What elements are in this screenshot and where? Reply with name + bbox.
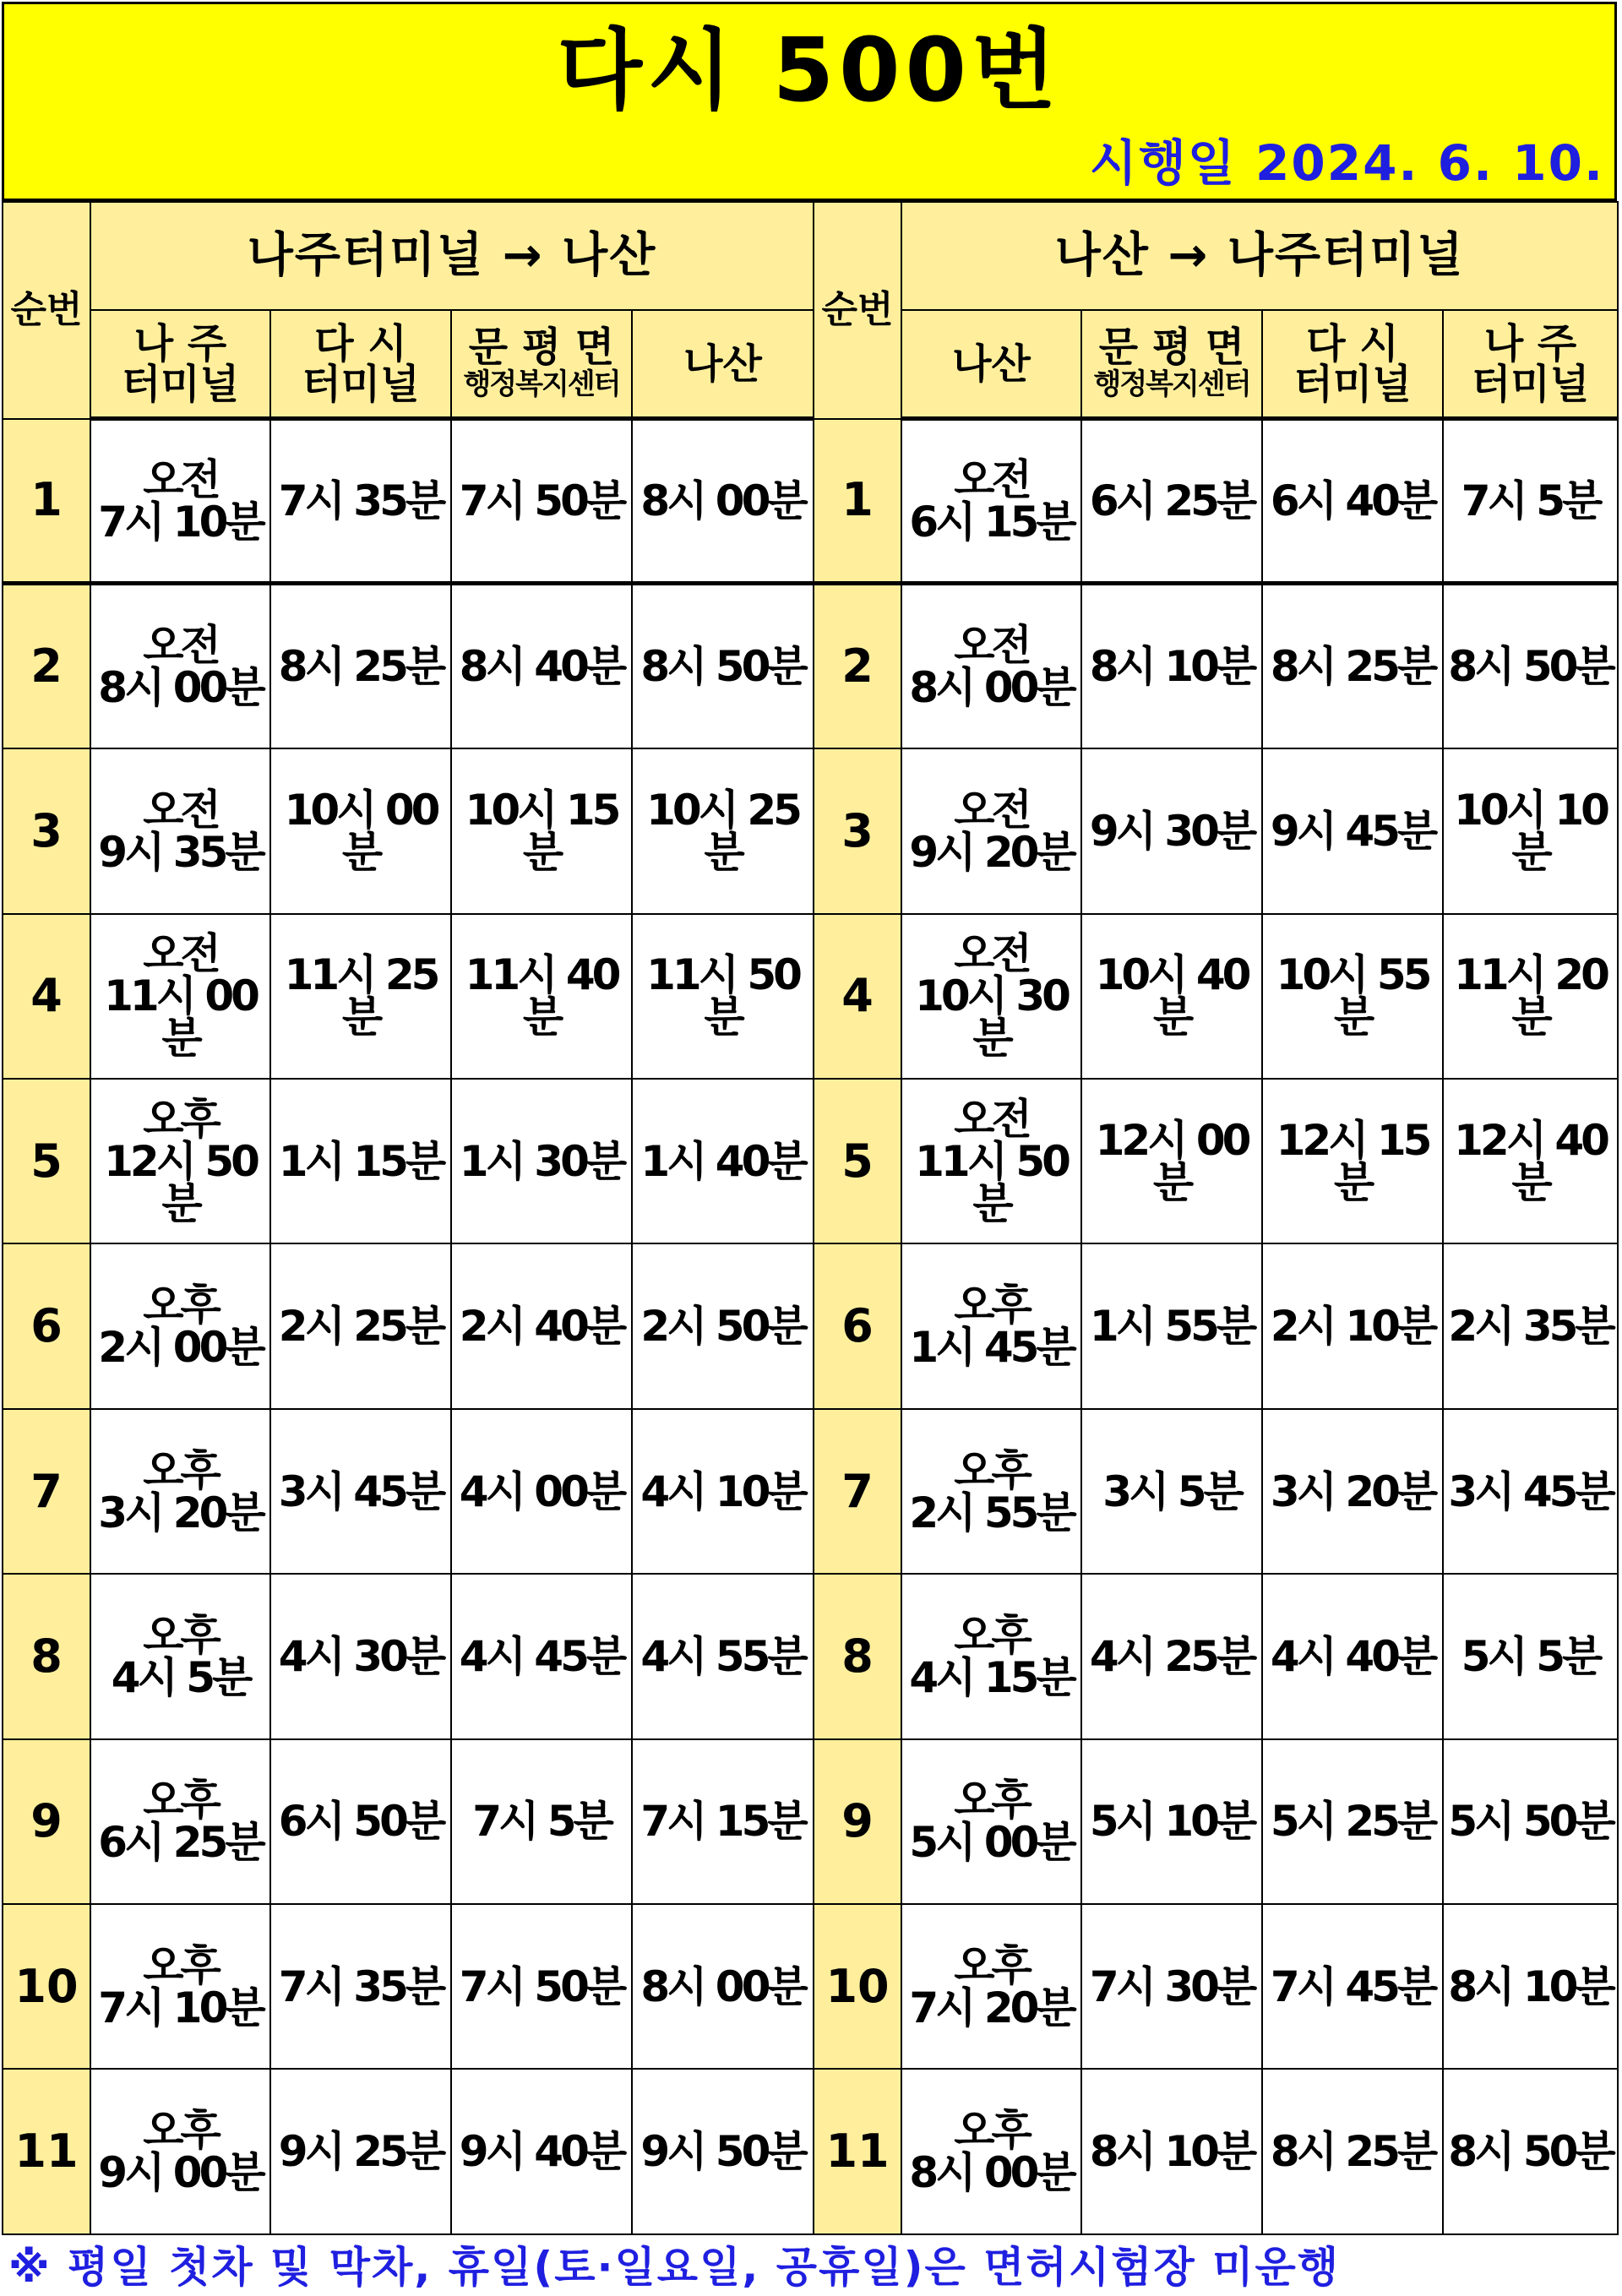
right-departure-cell xyxy=(901,1739,1081,1904)
left-stop-header xyxy=(632,310,814,418)
left-departure-cell xyxy=(90,1574,270,1738)
left-stop-time-cell: 9시 40분 xyxy=(451,2069,632,2234)
am-pm-label: 오전 xyxy=(143,929,218,979)
left-seq-cell: 1 xyxy=(3,419,90,584)
right-stop-time-cell: 5시 50분 xyxy=(1443,1739,1618,1904)
stop-name-line2: 행정복지센터 xyxy=(1093,367,1250,401)
right-stop-time-cell: 3시 20분 xyxy=(1262,1409,1443,1574)
right-seq-cell: 11 xyxy=(814,2069,901,2234)
stop-name-line2: 터미널 xyxy=(121,360,240,408)
left-stop-time-cell: 7시 50분 xyxy=(451,419,632,584)
left-stop-time-cell: 2시 50분 xyxy=(632,1243,814,1408)
right-departure-cell xyxy=(901,1409,1081,1574)
am-pm-label: 오후 xyxy=(954,1610,1029,1660)
left-departure-cell xyxy=(90,419,270,584)
table-row xyxy=(3,584,1618,748)
right-stop-time-cell: 8시 25분 xyxy=(1262,2069,1443,2234)
left-departure-cell xyxy=(90,1739,270,1904)
right-stop-time-cell: 2시 35분 xyxy=(1443,1243,1618,1408)
left-stop-time-cell: 4시 55분 xyxy=(632,1574,814,1738)
right-stop-time-cell: 7시 45분 xyxy=(1262,1904,1443,2069)
departure-time: 7시 10분 xyxy=(98,498,263,547)
left-stop-time-cell: 7시 5분 xyxy=(451,1739,632,1904)
left-departure-cell xyxy=(90,748,270,913)
table-row xyxy=(3,748,1618,913)
left-stop-header xyxy=(451,310,632,418)
departure-time: 8시 00분 xyxy=(98,663,263,713)
right-seq-cell: 6 xyxy=(814,1243,901,1408)
stop-name-line2: 터미널 xyxy=(302,360,420,408)
am-pm-label: 오후 xyxy=(143,1445,218,1495)
am-pm-label: 오후 xyxy=(143,1281,218,1330)
left-departure-cell xyxy=(90,584,270,748)
am-pm-label: 오후 xyxy=(954,1776,1029,1825)
right-stop-time-cell: 7시 30분 xyxy=(1081,1904,1262,2069)
left-stop-time-cell: 1시 30분 xyxy=(451,1079,632,1243)
departure-time: 2시 00분 xyxy=(98,1323,263,1373)
am-pm-label: 오전 xyxy=(954,455,1029,505)
left-seq-cell: 9 xyxy=(3,1739,90,1904)
right-stop-time-cell: 5시 25분 xyxy=(1262,1739,1443,1904)
stop-name-line1: 나산 xyxy=(952,340,1031,388)
left-stop-time-cell: 2시 25분 xyxy=(270,1243,451,1408)
left-stop-time-cell: 7시 50분 xyxy=(451,1904,632,2069)
right-direction-header: 나산 → 나주터미널 xyxy=(901,202,1618,310)
departure-time: 4시 15분 xyxy=(909,1652,1074,1702)
left-stop-time-cell: 2시 40분 xyxy=(451,1243,632,1408)
left-stop-time-cell: 1시 15분 xyxy=(270,1079,451,1243)
stop-name-line2: 행정복지센터 xyxy=(463,367,620,401)
table-row xyxy=(3,1409,1618,1574)
stop-name-line1: 나 주 xyxy=(1483,319,1577,367)
right-departure-cell xyxy=(901,1243,1081,1408)
right-departure-cell xyxy=(901,584,1081,748)
am-pm-label: 오전 xyxy=(143,621,218,671)
left-stop-time-cell: 10시 15분 xyxy=(451,748,632,913)
right-departure-cell xyxy=(901,1574,1081,1738)
departure-time: 9시 00분 xyxy=(98,2148,263,2198)
timetable-grid xyxy=(2,201,1619,2235)
right-seq-cell: 3 xyxy=(814,748,901,913)
table-row xyxy=(3,914,1618,1079)
am-pm-label: 오후 xyxy=(143,1094,218,1144)
left-stop-time-cell: 8시 25분 xyxy=(270,584,451,748)
departure-time: 2시 55분 xyxy=(909,1488,1074,1537)
left-departure-cell xyxy=(90,1409,270,1574)
left-direction-header: 나주터미널 → 나산 xyxy=(90,202,814,310)
stop-name-line1: 문 평 면 xyxy=(1098,323,1245,371)
left-stop-time-cell: 10시 25분 xyxy=(632,748,814,913)
am-pm-label: 오전 xyxy=(954,786,1029,835)
departure-time: 12시 50분 xyxy=(104,1136,257,1228)
am-pm-label: 오후 xyxy=(954,2106,1029,2156)
right-departure-cell xyxy=(901,1904,1081,2069)
right-stop-time-cell: 10시 40분 xyxy=(1081,914,1262,1079)
stop-name-line1: 나산 xyxy=(683,340,762,388)
right-stop-time-cell: 5시 5분 xyxy=(1443,1574,1618,1738)
right-stop-header xyxy=(1262,310,1443,418)
departure-time: 9시 20분 xyxy=(909,828,1074,877)
am-pm-label: 오후 xyxy=(143,2106,218,2156)
left-seq-cell: 8 xyxy=(3,1574,90,1738)
left-stop-time-cell: 7시 15분 xyxy=(632,1739,814,1904)
right-stop-time-cell: 6시 25분 xyxy=(1081,419,1262,584)
left-stop-time-cell: 3시 45분 xyxy=(270,1409,451,1574)
right-seq-cell: 8 xyxy=(814,1574,901,1738)
right-stop-time-cell: 3시 45분 xyxy=(1443,1409,1618,1574)
left-seq-cell: 11 xyxy=(3,2069,90,2234)
right-stop-time-cell: 9시 45분 xyxy=(1262,748,1443,913)
am-pm-label: 오전 xyxy=(143,455,218,505)
left-stop-time-cell: 11시 40분 xyxy=(451,914,632,1079)
right-stop-time-cell: 8시 10분 xyxy=(1081,584,1262,748)
left-seq-cell: 6 xyxy=(3,1243,90,1408)
right-seq-cell: 2 xyxy=(814,584,901,748)
right-stop-time-cell: 5시 10분 xyxy=(1081,1739,1262,1904)
departure-time: 5시 00분 xyxy=(909,1818,1074,1868)
am-pm-label: 오후 xyxy=(954,1940,1029,1990)
right-stop-time-cell: 12시 00분 xyxy=(1081,1079,1262,1243)
departure-time: 11시 50분 xyxy=(915,1136,1068,1228)
left-stop-time-cell: 8시 40분 xyxy=(451,584,632,748)
departure-time: 7시 20분 xyxy=(909,1983,1074,2032)
table-row xyxy=(3,1904,1618,2069)
am-pm-label: 오후 xyxy=(143,1610,218,1660)
left-stop-time-cell: 4시 45분 xyxy=(451,1574,632,1738)
right-seq-cell: 4 xyxy=(814,914,901,1079)
right-stop-header xyxy=(1081,310,1262,418)
table-row xyxy=(3,419,1618,584)
left-departure-cell xyxy=(90,1079,270,1243)
right-seq-cell: 1 xyxy=(814,419,901,584)
left-stop-time-cell: 6시 50분 xyxy=(270,1739,451,1904)
right-stop-time-cell: 8시 10분 xyxy=(1443,1904,1618,2069)
right-departure-cell xyxy=(901,914,1081,1079)
left-stop-time-cell: 7시 35분 xyxy=(270,419,451,584)
left-stop-header xyxy=(270,310,451,418)
table-row xyxy=(3,1739,1618,1904)
am-pm-label: 오전 xyxy=(954,621,1029,671)
right-stop-time-cell: 9시 30분 xyxy=(1081,748,1262,913)
right-stop-time-cell: 3시 5분 xyxy=(1081,1409,1262,1574)
stop-name-line2: 터미널 xyxy=(1293,360,1412,408)
right-stop-time-cell: 11시 20분 xyxy=(1443,914,1618,1079)
footnote: ※ 평일 첫차 및 막차, 휴일(토·일요일, 공휴일)은 면허시험장 미운행 xyxy=(8,2243,1341,2292)
right-stop-header xyxy=(1443,310,1618,418)
right-departure-cell xyxy=(901,419,1081,584)
right-departure-cell xyxy=(901,1079,1081,1243)
am-pm-label: 오후 xyxy=(954,1281,1029,1330)
right-departure-cell xyxy=(901,748,1081,913)
left-stop-time-cell: 4시 10분 xyxy=(632,1409,814,1574)
table-row xyxy=(3,2069,1618,2234)
right-stop-time-cell: 8시 25분 xyxy=(1262,584,1443,748)
departure-time: 11시 00분 xyxy=(104,971,257,1064)
left-stop-time-cell: 9시 25분 xyxy=(270,2069,451,2234)
left-stop-time-cell: 11시 25분 xyxy=(270,914,451,1079)
departure-time: 10시 30분 xyxy=(915,971,1068,1064)
departure-time: 9시 35분 xyxy=(98,828,263,877)
right-stop-time-cell: 1시 55분 xyxy=(1081,1243,1262,1408)
left-stop-time-cell: 8시 00분 xyxy=(632,1904,814,2069)
right-stop-time-cell: 10시 10분 xyxy=(1443,748,1618,913)
am-pm-label: 오전 xyxy=(954,929,1029,979)
left-departure-cell xyxy=(90,914,270,1079)
left-seq-cell: 4 xyxy=(3,914,90,1079)
right-stop-time-cell: 7시 5분 xyxy=(1443,419,1618,584)
left-seq-cell: 7 xyxy=(3,1409,90,1574)
right-stop-time-cell: 2시 10분 xyxy=(1262,1243,1443,1408)
left-stop-header xyxy=(90,310,270,418)
table-row xyxy=(3,1243,1618,1408)
departure-time: 4시 5분 xyxy=(111,1652,250,1702)
left-seq-cell: 3 xyxy=(3,748,90,913)
right-seq-header: 순번 xyxy=(814,202,901,419)
stop-name-line1: 문 평 면 xyxy=(468,323,615,371)
right-departure-cell xyxy=(901,2069,1081,2234)
departure-time: 8시 00분 xyxy=(909,663,1074,713)
left-seq-header: 순번 xyxy=(3,202,90,419)
left-seq-cell: 2 xyxy=(3,584,90,748)
left-stop-time-cell: 8시 00분 xyxy=(632,419,814,584)
left-stop-time-cell: 1시 40분 xyxy=(632,1079,814,1243)
left-departure-cell xyxy=(90,1243,270,1408)
left-seq-cell: 5 xyxy=(3,1079,90,1243)
right-seq-cell: 10 xyxy=(814,1904,901,2069)
left-stop-time-cell: 4시 00분 xyxy=(451,1409,632,1574)
right-seq-cell: 5 xyxy=(814,1079,901,1243)
right-stop-time-cell: 8시 50분 xyxy=(1443,584,1618,748)
departure-time: 7시 10분 xyxy=(98,1983,263,2032)
stop-name-line1: 나 주 xyxy=(133,319,227,367)
departure-time: 6시 25분 xyxy=(98,1818,263,1868)
stop-name-line2: 터미널 xyxy=(1471,360,1590,408)
right-stop-time-cell: 4시 40분 xyxy=(1262,1574,1443,1738)
right-stop-time-cell: 6시 40분 xyxy=(1262,419,1443,584)
stop-name-line1: 다 시 xyxy=(1306,319,1399,367)
right-stop-time-cell: 12시 40분 xyxy=(1443,1079,1618,1243)
left-departure-cell xyxy=(90,2069,270,2234)
left-departure-cell xyxy=(90,1904,270,2069)
right-seq-cell: 7 xyxy=(814,1409,901,1574)
am-pm-label: 오전 xyxy=(143,786,218,835)
right-stop-time-cell: 8시 50분 xyxy=(1443,2069,1618,2234)
left-seq-cell: 10 xyxy=(3,1904,90,2069)
right-stop-time-cell: 12시 15분 xyxy=(1262,1079,1443,1243)
am-pm-label: 오후 xyxy=(143,1776,218,1825)
left-stop-time-cell: 4시 30분 xyxy=(270,1574,451,1738)
am-pm-label: 오전 xyxy=(954,1094,1029,1144)
departure-time: 8시 00분 xyxy=(909,2148,1074,2198)
stop-name-line1: 다 시 xyxy=(314,319,407,367)
departure-time: 3시 20분 xyxy=(98,1488,263,1537)
right-stop-time-cell: 10시 55분 xyxy=(1262,914,1443,1079)
right-stop-time-cell: 4시 25분 xyxy=(1081,1574,1262,1738)
left-stop-time-cell: 9시 50분 xyxy=(632,2069,814,2234)
effective-date: 시행일 2024. 6. 10. xyxy=(1089,134,1604,192)
departure-time: 1시 45분 xyxy=(909,1323,1074,1373)
left-stop-time-cell: 10시 00분 xyxy=(270,748,451,913)
am-pm-label: 오후 xyxy=(143,1940,218,1990)
right-stop-header xyxy=(901,310,1081,418)
departure-time: 6시 15분 xyxy=(909,498,1074,547)
table-row xyxy=(3,1079,1618,1243)
title-banner xyxy=(2,2,1617,201)
am-pm-label: 오후 xyxy=(954,1445,1029,1495)
table-row xyxy=(3,1574,1618,1738)
route-title: 다시 500번 xyxy=(557,19,1062,122)
left-stop-time-cell: 7시 35분 xyxy=(270,1904,451,2069)
right-seq-cell: 9 xyxy=(814,1739,901,1904)
left-stop-time-cell: 11시 50분 xyxy=(632,914,814,1079)
right-stop-time-cell: 8시 10분 xyxy=(1081,2069,1262,2234)
left-stop-time-cell: 8시 50분 xyxy=(632,584,814,748)
